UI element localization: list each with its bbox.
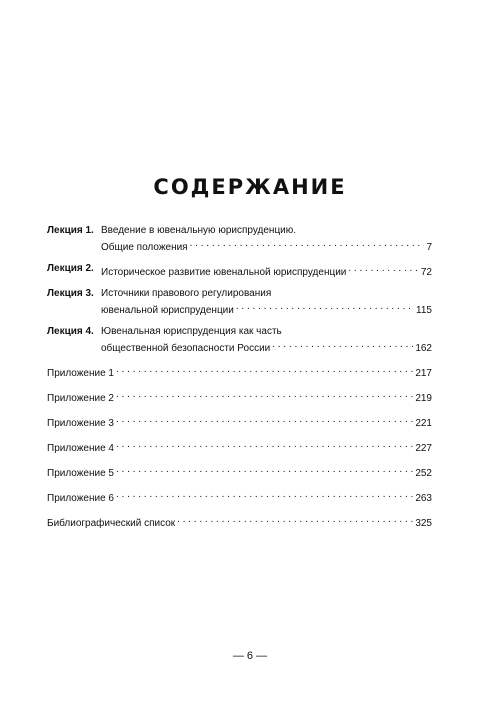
toc-entry-lecture-4 bbox=[47, 325, 432, 355]
toc-entry-lecture-1 bbox=[47, 224, 432, 254]
toc-entry-appendix-2 bbox=[47, 388, 432, 405]
toc-entry-lecture-2 bbox=[47, 262, 432, 279]
dot-leader bbox=[116, 363, 413, 376]
page-number: 217 bbox=[415, 368, 432, 379]
lecture-title-line-1 bbox=[101, 262, 432, 279]
page-number: 7 bbox=[426, 242, 432, 253]
lecture-label: Лекция 1. bbox=[47, 225, 94, 236]
bibliography-title: Библиографический список bbox=[47, 518, 176, 529]
dot-leader bbox=[116, 388, 413, 401]
dot-leader bbox=[236, 300, 414, 313]
toc-entry-appendix-3 bbox=[47, 413, 432, 430]
lecture-body bbox=[101, 262, 432, 279]
dot-leader bbox=[348, 262, 419, 275]
dot-leader bbox=[177, 513, 413, 526]
toc-entry-appendix-5 bbox=[47, 463, 432, 480]
lecture-body bbox=[101, 325, 432, 355]
lecture-title-line-1: Введение в ювенальную юриспруденцию. bbox=[101, 225, 297, 236]
page-number: 227 bbox=[415, 443, 432, 454]
lecture-title-text: ювенальной юриспруденции bbox=[101, 305, 234, 316]
toc-entry-appendix-4 bbox=[47, 438, 432, 455]
dot-leader bbox=[272, 338, 413, 351]
appendix-title: Приложение 4 bbox=[47, 443, 114, 454]
dot-leader bbox=[190, 237, 425, 250]
page-number: 162 bbox=[415, 343, 432, 354]
lecture-label: Лекция 3. bbox=[47, 288, 94, 299]
toc-entry-appendix-6 bbox=[47, 488, 432, 505]
appendix-title: Приложение 1 bbox=[47, 368, 114, 379]
toc-entry-appendix-1 bbox=[47, 363, 432, 380]
appendix-title: Приложение 2 bbox=[47, 393, 114, 404]
page-number: 72 bbox=[420, 267, 432, 278]
lecture-label: Лекция 4. bbox=[47, 326, 94, 337]
lecture-title-line-2 bbox=[101, 300, 432, 317]
lecture-body bbox=[101, 224, 432, 254]
lecture-title-line-2 bbox=[101, 237, 432, 254]
page-number-footer: — 6 — bbox=[232, 650, 268, 662]
page-number: 252 bbox=[415, 468, 432, 479]
appendix-title: Приложение 5 bbox=[47, 468, 114, 479]
page-number: 221 bbox=[415, 418, 432, 429]
page-number: 219 bbox=[415, 393, 432, 404]
lecture-title-line-2 bbox=[101, 338, 432, 355]
table-of-contents bbox=[47, 224, 432, 530]
lecture-title-line-1: Ювенальная юриспруденция как часть bbox=[101, 326, 282, 337]
page-number: 325 bbox=[415, 518, 432, 529]
page-number: 115 bbox=[416, 305, 432, 316]
toc-entry-lecture-3 bbox=[47, 287, 432, 317]
lecture-label: Лекция 2. bbox=[47, 263, 94, 274]
appendix-title: Приложение 3 bbox=[47, 418, 114, 429]
dot-leader bbox=[116, 463, 413, 476]
dot-leader bbox=[116, 488, 413, 501]
toc-entry-bibliography bbox=[47, 513, 432, 530]
lecture-title-text: Общие положения bbox=[101, 242, 188, 253]
page-title: СОДЕРЖАНИЕ bbox=[153, 175, 347, 199]
lecture-title-line-1: Источники правового регулирования bbox=[101, 288, 272, 299]
dot-leader bbox=[116, 413, 413, 426]
dot-leader bbox=[116, 438, 413, 451]
page-number: 263 bbox=[415, 493, 432, 504]
lecture-body bbox=[101, 287, 432, 317]
lecture-title-text: Историческое развитие ювенальной юриспруденции bbox=[101, 267, 347, 278]
lecture-title-text: общественной безопасности России bbox=[101, 343, 271, 354]
appendix-title: Приложение 6 bbox=[47, 493, 114, 504]
